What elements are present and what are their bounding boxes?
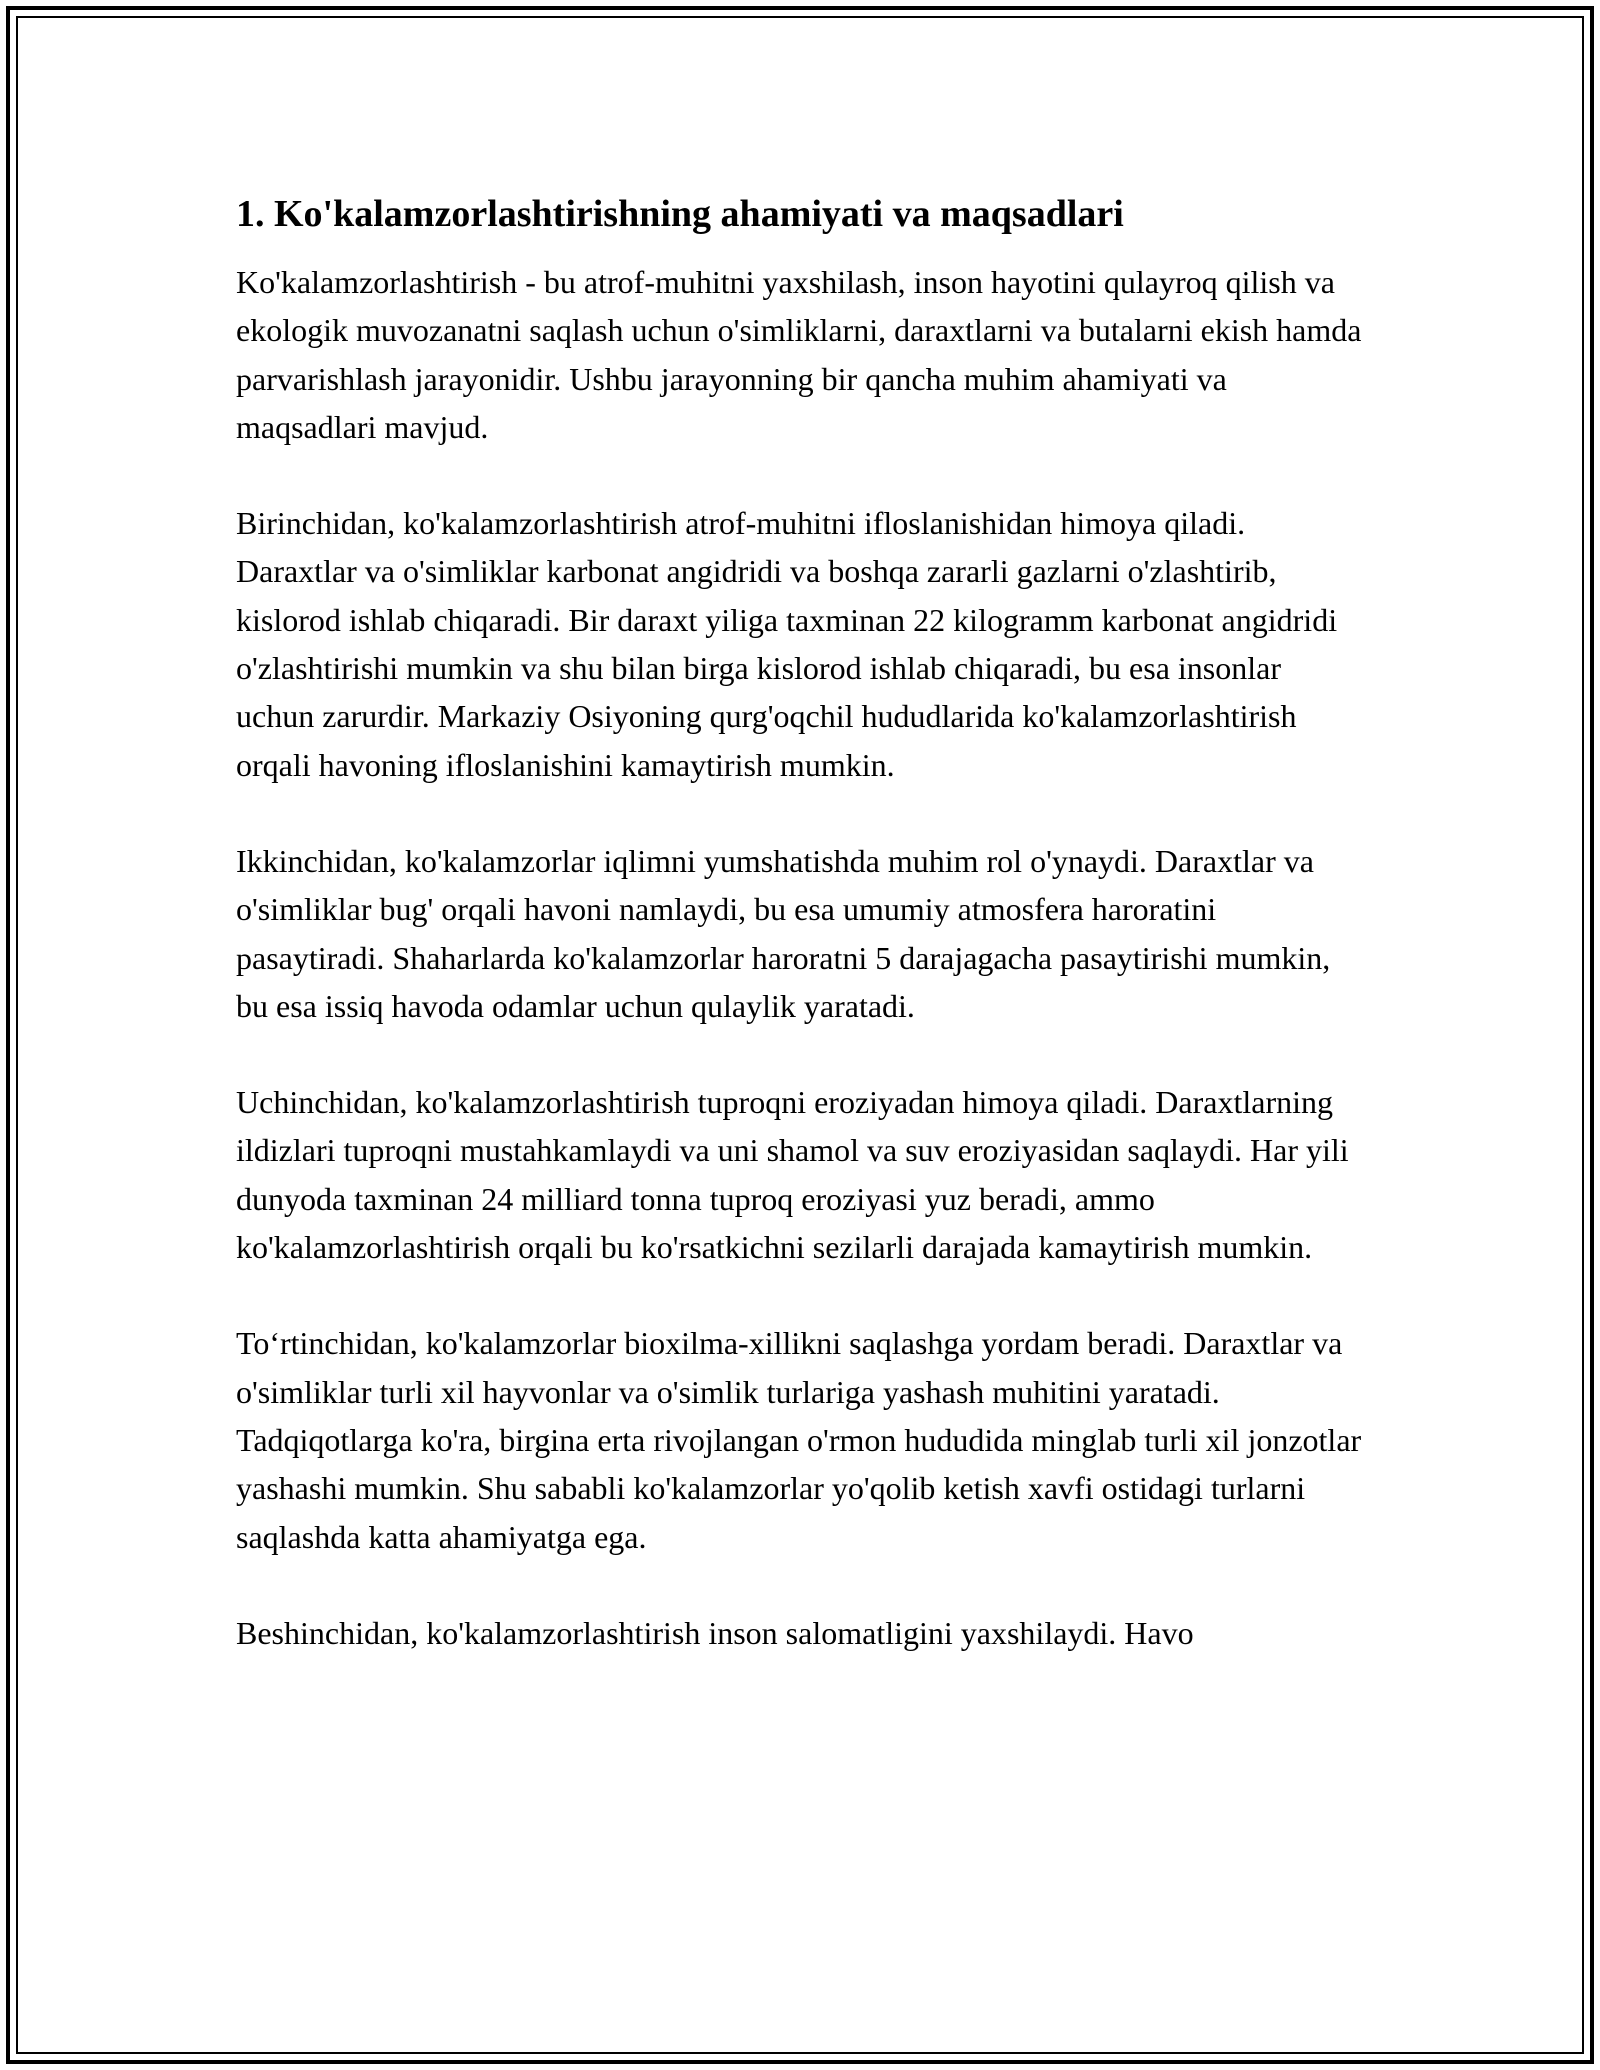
paragraph-intro: Ko'kalamzorlashtirish - bu atrof-muhitni yaxshilash, inson hayotini qulayroq qilish va ekologik muvozanatni saqlash uchun o'simliklarni, daraxtlarni va butalarni ekish hamda parvarishlash jarayonidir. Ushbu jarayonning bir qancha muhim ahamiyati va maqsadlari mavjud. [236,264,1362,445]
section-heading: 1. Ko'kalamzorlashtirishning ahamiyati va maqsadlari [236,193,1124,235]
paragraph-first: Birinchidan, ko'kalamzorlashtirish atrof-muhitni ifloslanishidan himoya qiladi. Daraxtlar va o'simliklar karbonat angidridi va boshqa zararli gazlarni o'zlashtirib, kislorod ishlab chiqaradi. Bir daraxt yiliga taxminan 22 kilogramm karbonat angidridi o'zlashtirishi mumkin va shu bilan birga kislorod ishlab chiqaradi, bu esa insonlar uchun zarurdir. Markaziy Osiyoning qurg'oqchil hududlarida ko'kalamzorlashtirish orqali havoning ifloslanishini kamaytirish mumkin. [236,505,1338,783]
paragraph-second: Ikkinchidan, ko'kalamzorlar iqlimni yumshatishda muhim rol o'ynaydi. Daraxtlar va o'simliklar bug' orqali havoni namlaydi, bu esa umumiy atmosfera haroratini pasaytiradi. Shaharlarda ko'kalamzorlar haroratni 5 darajagacha pasaytirishi mumkin, bu esa issiq havoda odamlar uchun qulaylik yaratadi. [236,842,1331,1024]
paragraph-third: Uchinchidan, ko'kalamzorlashtirish tuproqni eroziyadan himoya qiladi. Daraxtlarning ildizlari tuproqni mustahkamlaydi va uni shamol va suv eroziyasidan saqlaydi. Har yili dunyoda taxminan 24 milliard tonna tuproq eroziyasi yuz beradi, ammo ko'kalamzorlashtirish orqali bu ko'rsatkichni sezilarli darajada kamaytirish mumkin. [236,1084,1349,1266]
document-body [236,186,1366,1705]
paragraph-fifth: Beshinchidan, ko'kalamzorlashtirish inson salomatligini yaxshilaydi. Havo [236,1614,1194,1651]
paragraph-fourth: To‘rtinchidan, ko'kalamzorlar bioxilma-xillikni saqlashga yordam beradi. Daraxtlar va o'simliklar turli xil hayvonlar va o'simlik turlariga yashash muhitini yaratadi. Tadqiqotlarga ko'ra, birgina erta rivojlangan o'rmon hududida minglab turli xil jonzotlar yashashi mumkin. Shu sababli ko'kalamzorlar yo'qolib ketish xavfi ostidagi turlarni saqlashda katta ahamiyatga ega. [236,1325,1362,1555]
